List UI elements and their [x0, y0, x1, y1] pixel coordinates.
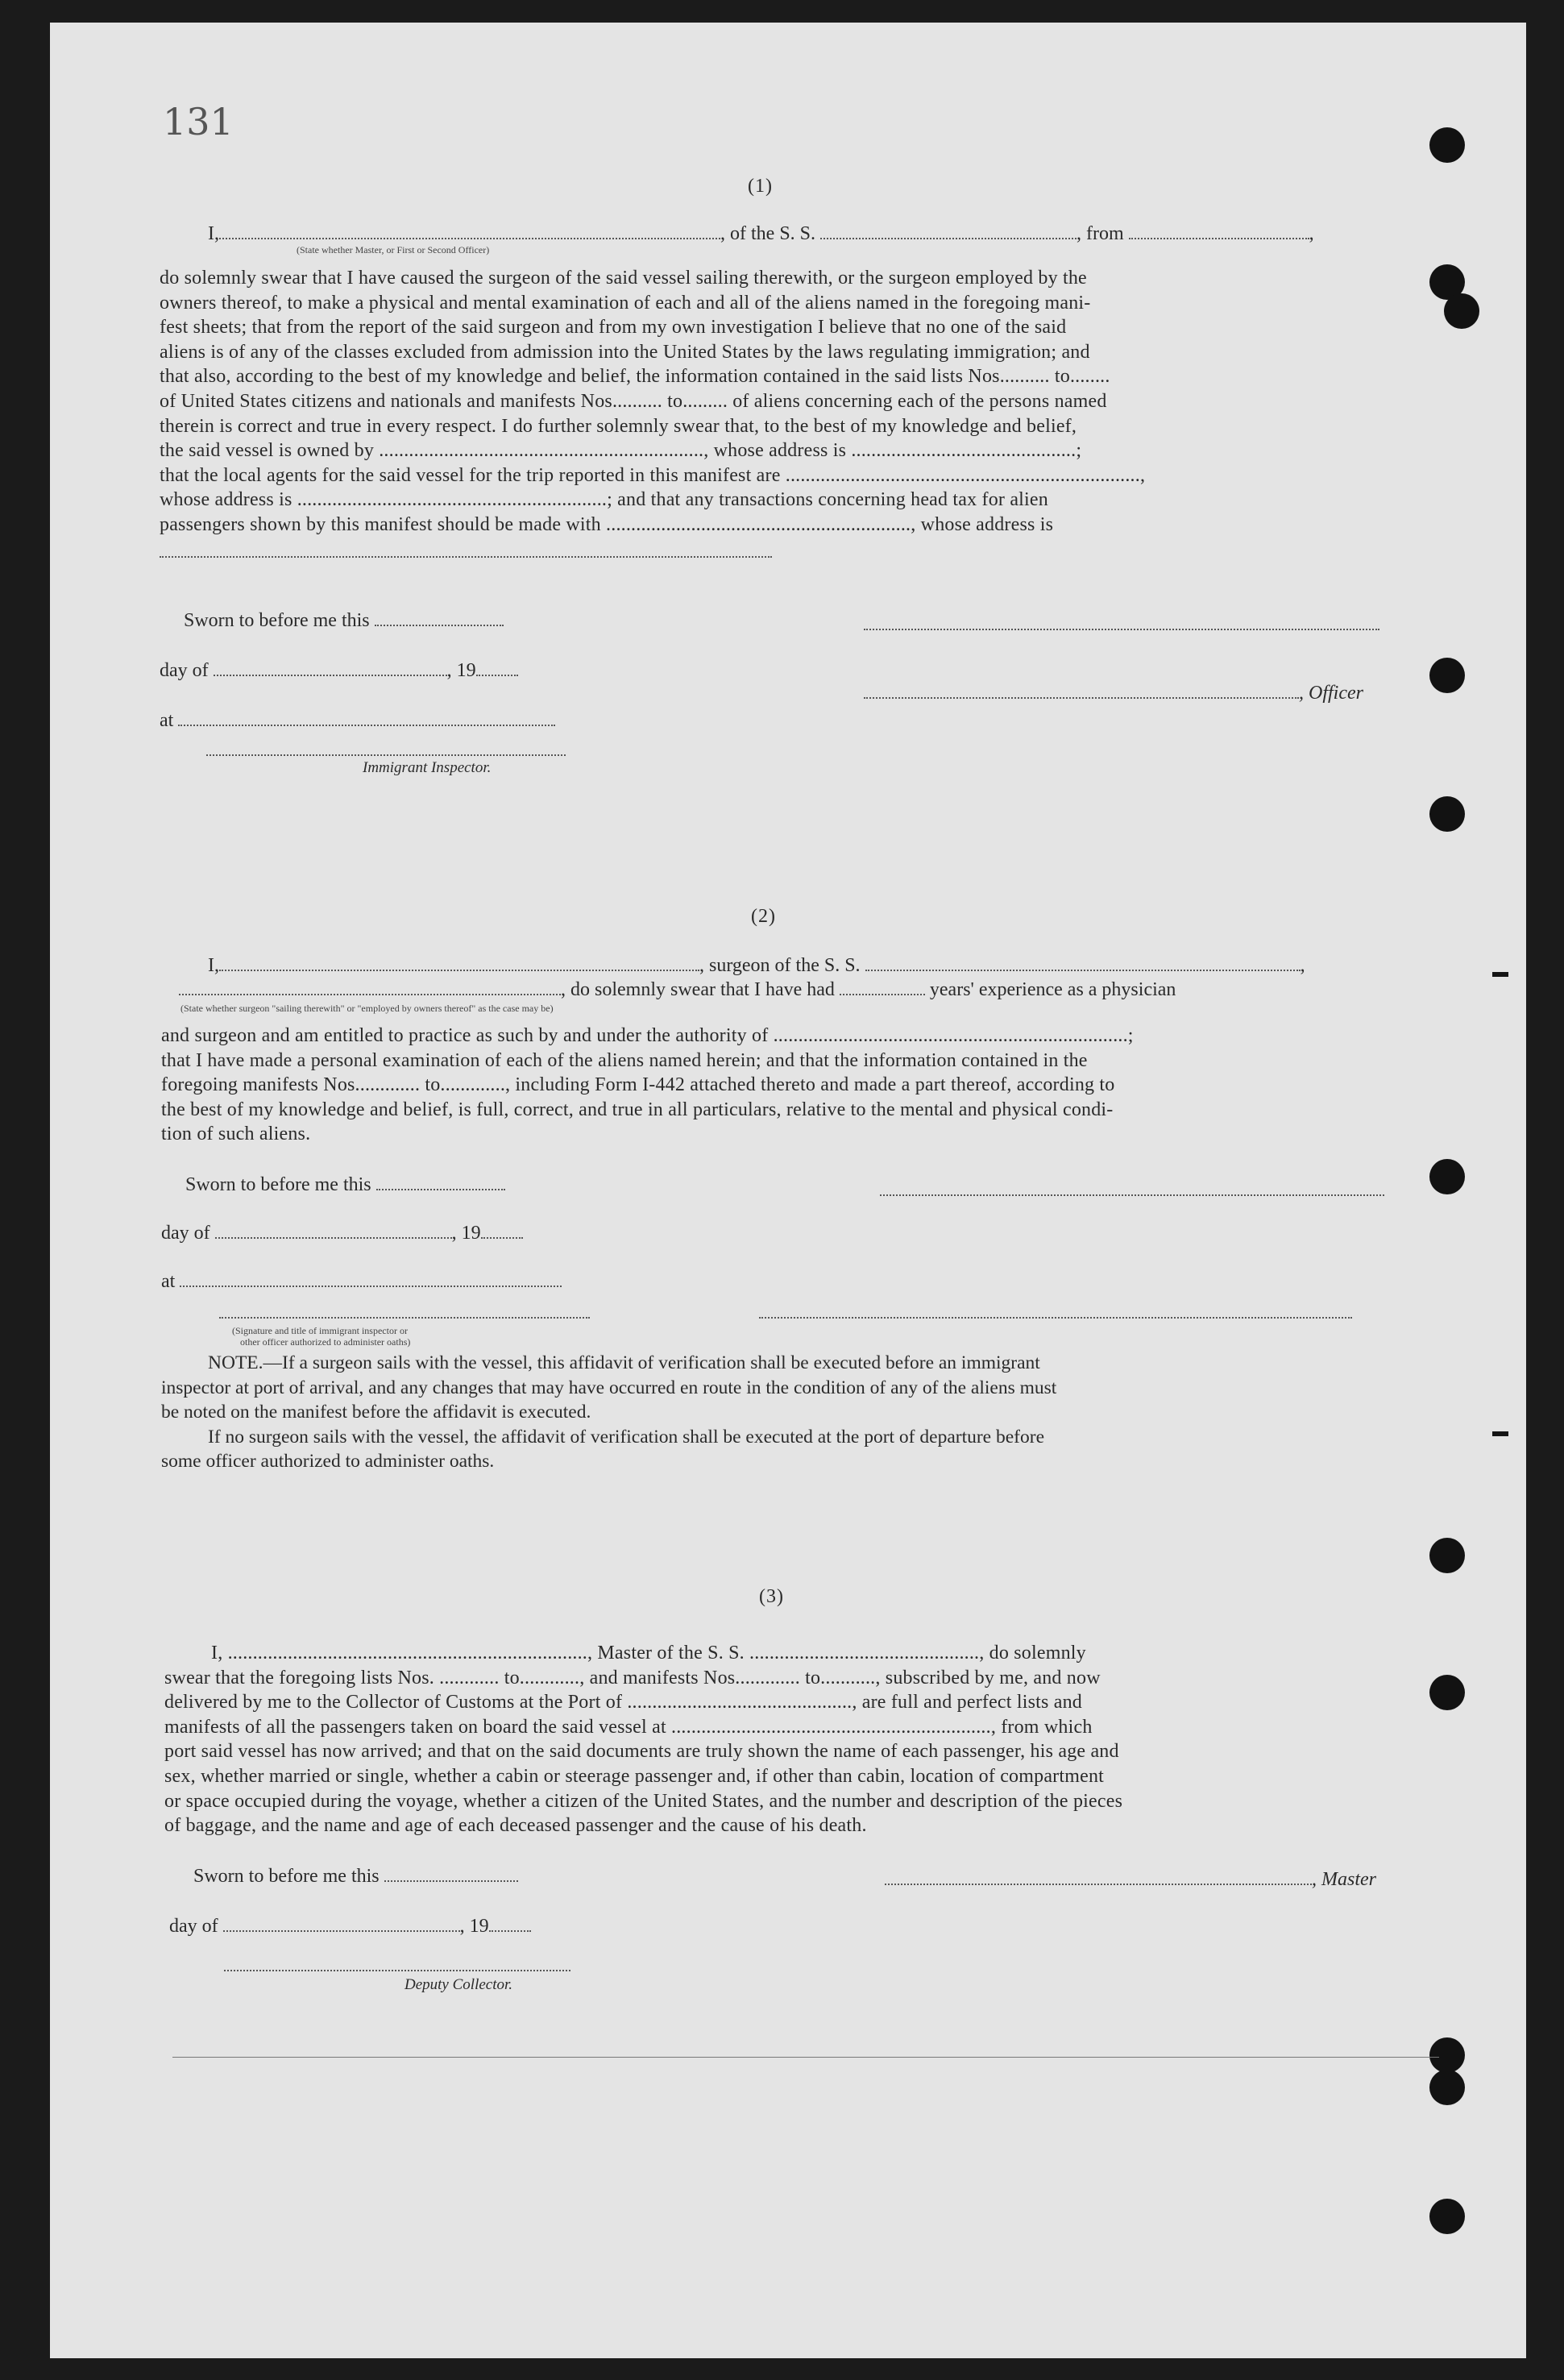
- surgeon-status-instruction: (State whether surgeon "sailing therewith" or "employed by owners thereof" as the case may be): [180, 1003, 554, 1014]
- sworn-date-field[interactable]: [375, 610, 504, 626]
- punch-hole: [1429, 796, 1465, 832]
- inspector-signature-field[interactable]: [206, 753, 566, 756]
- surgeon-affidavit-text: and surgeon and am entitled to practice as such by and under the authority of .......................................................................; that I have made a personal examination of each of the aliens named herein; and that the information contained in the foregoing manifests Nos............. to............., including Form I-442 attached thereto and made a part thereof, according to the best of my knowledge and belief, is full, correct, and true in all particulars, relative to the mental and physical condi- tion of such aliens.: [161, 1025, 1134, 1145]
- punch-hole: [1429, 1538, 1465, 1573]
- year-field[interactable]: [489, 1916, 531, 1932]
- master-arrival-affidavit-text: I, ........................................................................, Master of the S. S. .............................................., do solemnly swear that the foregoing lists Nos. ............ to............, and manifests Nos............. to..........., subscribed by me, and now delivered by me to the Collector of Customs at the Port of ............................................., are full and perfect lists and manifests of all the passengers taken on board the said vessel at ................................................................, from which port said vessel has now arrived; and that on the said documents are truly shown the name of each passenger, his age and sex, whether married or single, whether a cabin or steerage passenger and, if other than cabin, location of compartment or space occupied during the voyage, whether a citizen of the United States, and the number and description of the pieces of baggage, and the name and age of each deceased passenger and the cause of his death.: [164, 1643, 1123, 1837]
- officer-line: , Officer: [864, 682, 1363, 704]
- punch-hole: [1429, 127, 1465, 163]
- port-from-field[interactable]: [1129, 223, 1309, 239]
- section-number: (2): [751, 906, 776, 927]
- surgeon-oath-line: I, , surgeon of the S. S. ,: [208, 955, 1305, 976]
- signature-instruction: (Signature and title of immigrant inspector or: [232, 1325, 408, 1336]
- manifest-page: [50, 23, 1526, 2358]
- surgeon-vessel-field[interactable]: [865, 955, 1301, 971]
- handwritten-margin-note: 131: [163, 100, 234, 143]
- master-signature-field[interactable]: [885, 1869, 1312, 1885]
- no-surgeon-note-cont: some officer authorized to administer oaths.: [161, 1451, 495, 1472]
- place-field[interactable]: [180, 1271, 562, 1287]
- years-field[interactable]: [840, 979, 925, 995]
- month-field[interactable]: [214, 660, 447, 676]
- edge-mark: [1492, 1431, 1508, 1436]
- section-number: (1): [748, 176, 773, 197]
- signature-instruction: other officer authorized to administer oaths): [240, 1336, 411, 1348]
- bottom-rule: [172, 2057, 1439, 2058]
- surgeon-title-field[interactable]: [759, 1315, 1352, 1319]
- place-field[interactable]: [178, 710, 555, 726]
- sworn-line: Sworn to before me this: [185, 1173, 505, 1196]
- punch-hole: [1429, 658, 1465, 693]
- no-surgeon-note: If no surgeon sails with the vessel, the affidavit of verification shall be executed at the port of departure before: [208, 1426, 1044, 1448]
- sworn-line: Sworn to before me this: [184, 609, 504, 632]
- punch-hole: [1429, 2037, 1465, 2073]
- punch-hole: [1429, 2070, 1465, 2105]
- surgeon-status-field[interactable]: [179, 979, 561, 995]
- sworn-date-field[interactable]: [376, 1174, 505, 1190]
- collector-label: Deputy Collector.: [404, 1976, 513, 1993]
- master-affidavit-text: do solemnly swear that I have caused the surgeon of the said vessel sailing therewith, or the surgeon employed by the owners thereof, to make a physical and mental examination of each and all of the aliens named in the foregoing mani- fest sheets; that from the report of the said surgeon and from my own investigation I believe that no one of the said aliens is of any of the classes excluded from admission into the United States by the laws regulating immigration; and that also, according to the best of my knowledge and belief, the information contained in the said lists Nos.......... to........ of United States citizens and nationals and manifests Nos.......... to......... of aliens concerning each of the persons named therein is correct and true in every respect. I do further solemnly swear that, to the best of my knowledge and belief, the said vessel is owned by ................................................................., whose address is .............................................; that the local agents for the said vessel for the trip reported in this manifest are ......................................................................., whose address is ..............................................................; and that any transactions concerning head tax for alien passengers shown by this manifest should be made with ............................................................., whose address is: [160, 268, 1146, 535]
- vessel-name-field[interactable]: [820, 223, 1077, 239]
- sworn-date-field[interactable]: [384, 1866, 518, 1882]
- section-number: (3): [759, 1586, 784, 1607]
- day-of-line: day of , 19: [169, 1915, 531, 1938]
- sworn-line: Sworn to before me this: [193, 1865, 518, 1888]
- year-field[interactable]: [476, 660, 518, 676]
- verification-note: NOTE.—If a surgeon sails with the vessel, this affidavit of verification shall be executed before an immigrant: [208, 1352, 1040, 1373]
- officer-name-field[interactable]: [219, 223, 720, 239]
- master-oath-line: I, , of the S. S. , from ,: [208, 223, 1314, 244]
- rank-instruction: (State whether Master, or First or Second Officer): [297, 244, 490, 255]
- edge-mark: [1492, 972, 1508, 977]
- year-field[interactable]: [481, 1223, 523, 1239]
- punch-hole: [1444, 293, 1479, 329]
- surgeon-experience-line: , do solemnly swear that I have had years' experience as a physician: [179, 978, 1176, 1001]
- surgeon-signature-field[interactable]: [880, 1193, 1384, 1196]
- day-of-line: day of , 19: [161, 1222, 523, 1244]
- day-of-line: day of , 19: [160, 659, 518, 682]
- month-field[interactable]: [215, 1223, 452, 1239]
- month-field[interactable]: [223, 1916, 460, 1932]
- punch-hole: [1429, 2199, 1465, 2234]
- officer-signature-field-1[interactable]: [864, 627, 1379, 630]
- at-line: at: [161, 1270, 562, 1293]
- punch-hole: [1429, 1159, 1465, 1194]
- at-line: at: [160, 709, 555, 732]
- master-signature-line: , Master: [885, 1868, 1376, 1891]
- collector-signature-field[interactable]: [224, 1968, 570, 1971]
- administering-officer-signature-field[interactable]: [219, 1315, 590, 1319]
- surgeon-name-field[interactable]: [219, 955, 699, 971]
- verification-note-cont: inspector at port of arrival, and any changes that may have occurred en route in the condition of any of the aliens must be noted on the manifest before the affidavit is executed.: [161, 1377, 1057, 1423]
- inspector-label: Immigrant Inspector.: [363, 759, 492, 776]
- address-continuation-field[interactable]: [160, 555, 772, 558]
- officer-signature-field[interactable]: [864, 683, 1299, 699]
